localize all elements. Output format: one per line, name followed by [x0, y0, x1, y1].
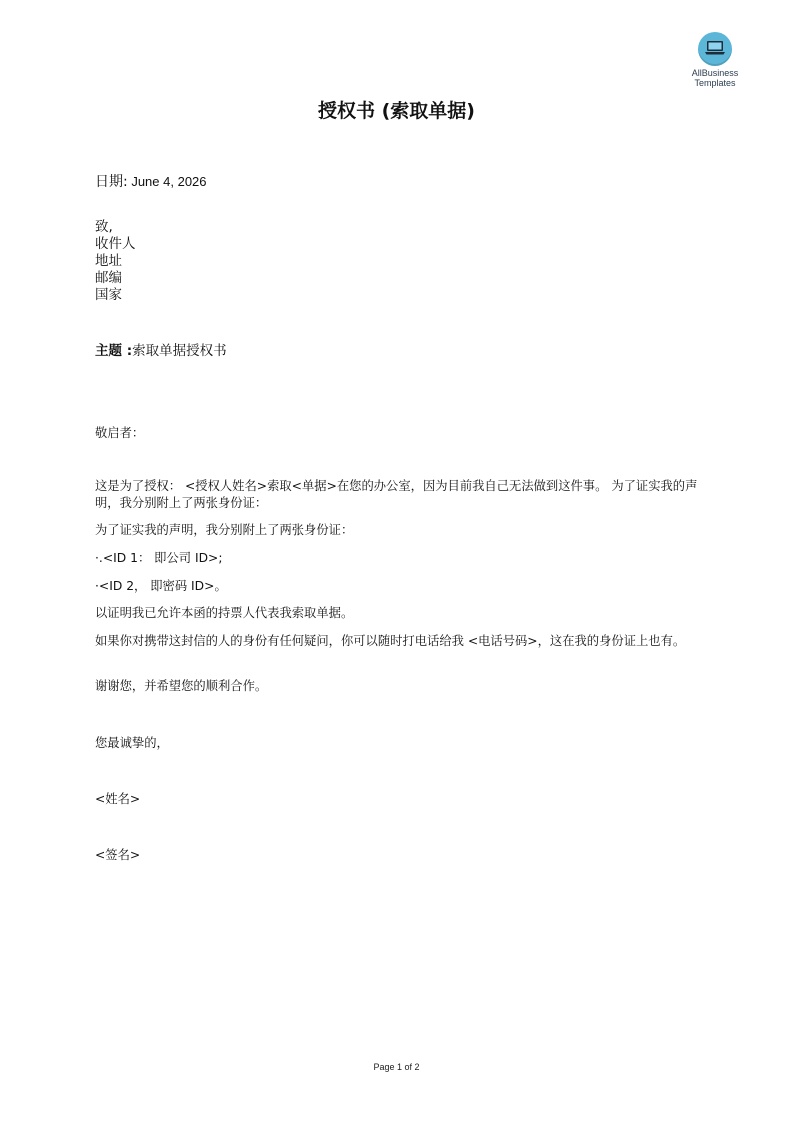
body-paragraph-permission: 以证明我已允许本函的持票人代表我索取单据。	[95, 606, 354, 620]
document-title: 授权书 (索取单据)	[318, 100, 475, 122]
address-to: 致,	[95, 219, 113, 235]
logo-text: AllBusiness Templates	[691, 68, 739, 88]
address-postcode: 邮编	[95, 270, 122, 286]
subject-text: 索取单据授权书	[132, 343, 227, 359]
subject-label: 主题 :	[95, 343, 133, 359]
body-paragraph-contact: 如果你对携带这封信的人的身份有任何疑问，你可以随时打电话给我 <电话号码>，这在我的身份证上也有。	[95, 634, 686, 648]
body-paragraph-authorization: 这是为了授权： <授权人姓名>索取<单据>在您的办公室，因为目前我自己无法做到这件事。 为了证实我的声明，我分别附上了两张身份证：	[95, 479, 698, 510]
address-recipient: 收件人	[95, 236, 136, 252]
id-list-item-1: ·.<ID 1： 即公司 ID>;	[95, 551, 223, 565]
date-line	[95, 171, 207, 191]
allbusiness-logo	[684, 32, 746, 88]
signature-placeholder: <签名>	[95, 848, 141, 862]
subject-line	[95, 339, 227, 359]
recipient-address-block	[95, 219, 136, 304]
body-paragraph-thanks: 谢谢您，并希望您的顺利合作。	[95, 679, 268, 693]
date-label: 日期:	[95, 174, 128, 190]
body-paragraph-id-intro: 为了证实我的声明，我分别附上了两张身份证：	[95, 523, 354, 537]
date-value: June 4, 2026	[127, 174, 207, 189]
name-placeholder: <姓名>	[95, 792, 141, 806]
closing-line: 您最诚挚的，	[95, 736, 169, 750]
id-list-item-2: ·<ID 2， 即密码 ID>。	[95, 579, 227, 593]
page-number: Page 1 of 2	[373, 1062, 420, 1072]
salutation: 敬启者：	[95, 426, 145, 440]
address-street: 地址	[95, 253, 122, 269]
address-country: 国家	[95, 287, 122, 303]
laptop-icon	[698, 32, 732, 66]
